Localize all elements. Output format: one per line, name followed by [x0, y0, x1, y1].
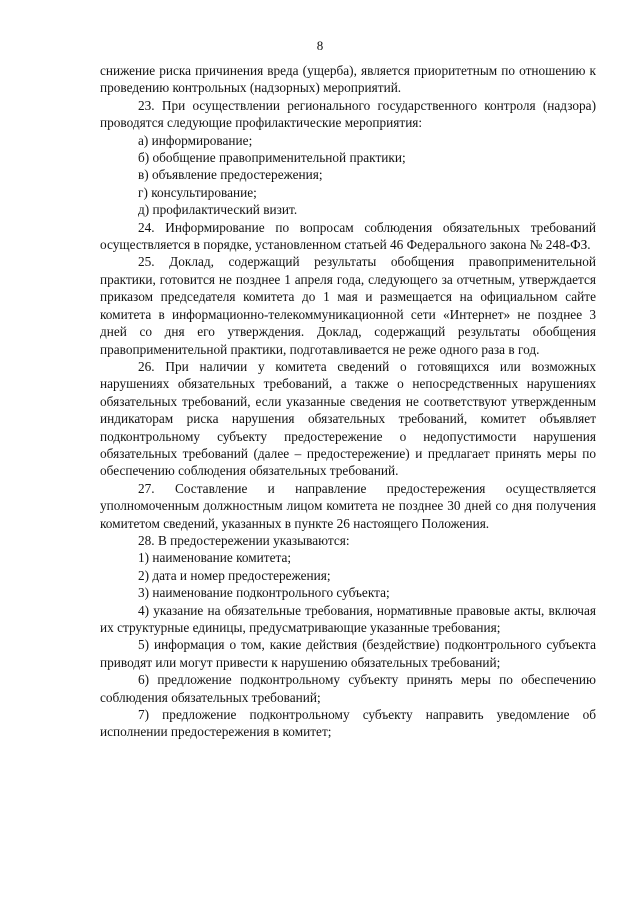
- paragraph: 3) наименование подконтрольного субъекта;: [138, 585, 390, 601]
- paragraph: в) объявление предостережения;: [138, 167, 323, 183]
- paragraph: 24. Информирование по вопросам соблюдения обязательных требований осуществляется в порядке, установленном статьей 46 Федерального закона № 248-ФЗ.: [100, 219, 596, 253]
- paragraph: 26. При наличии у комитета сведений о готовящихся или возможных нарушениях обязательных требований, а также о непосредственных нарушениях обязательных требований, если указанные сведения не соответствуют утвержденным индикаторам риска нарушения обязательных требований, комитет объявляет подконтрольному субъекту предостережение о недопустимости нарушения обязательных требований (далее – предостережение) и предлагает принять меры по обеспечению соблюдения обязательных требований.: [100, 358, 596, 479]
- paragraph: 7) предложение подконтрольному субъекту направить уведомление об исполнении предостережения в комитет;: [100, 707, 596, 740]
- paragraph: 28. В предостережении указываются:: [138, 532, 350, 548]
- paragraph: 25. Доклад, содержащий результаты обобщения правоприменительной практики, готовится не позднее 1 апреля года, следующего за отчетным, утверждается приказом председателя комитета до 1 мая и размещается на официальном сайте комитета в информационно-телекоммуникационной сети «Интернет» не позднее 3 дней со дня его утверждения. Доклад, содержащий результаты обобщения правоприменительной практики, подготавливается не реже одного раза в год.: [100, 254, 596, 357]
- paragraph: 4) указание на обязательные требования, нормативные правовые акты, включая их структурные единицы, предусматривающие указанные требования;: [100, 602, 596, 635]
- document-body: [100, 62, 596, 741]
- paragraph: а) информирование;: [138, 132, 253, 148]
- paragraph: 2) дата и номер предостережения;: [138, 567, 331, 583]
- page-number: 8: [316, 38, 324, 53]
- paragraph: б) обобщение правоприменительной практики;: [138, 150, 406, 166]
- paragraph: г) консультирование;: [138, 184, 257, 200]
- paragraph: 23. При осуществлении регионального государственного контроля (надзора) проводятся следующие профилактические мероприятия:: [100, 97, 596, 131]
- paragraph: 6) предложение подконтрольному субъекту принять меры по обеспечению соблюдения обязательных требований;: [100, 672, 596, 705]
- paragraph: 5) информация о том, какие действия (бездействие) подконтрольного субъекта приводят или могут привести к нарушению обязательных требований;: [100, 637, 596, 670]
- paragraph: 1) наименование комитета;: [138, 550, 292, 566]
- paragraph: снижение риска причинения вреда (ущерба), является приоритетным по отношению к проведению контрольных (надзорных) мероприятий.: [100, 63, 596, 96]
- paragraph: 27. Составление и направление предостережения осуществляется уполномоченным должностным лицом комитета не позднее 30 дней со дня получения комитетом сведений, указанных в пункте 26 настоящего Положения.: [100, 480, 596, 531]
- paragraph: д) профилактический визит.: [138, 202, 298, 218]
